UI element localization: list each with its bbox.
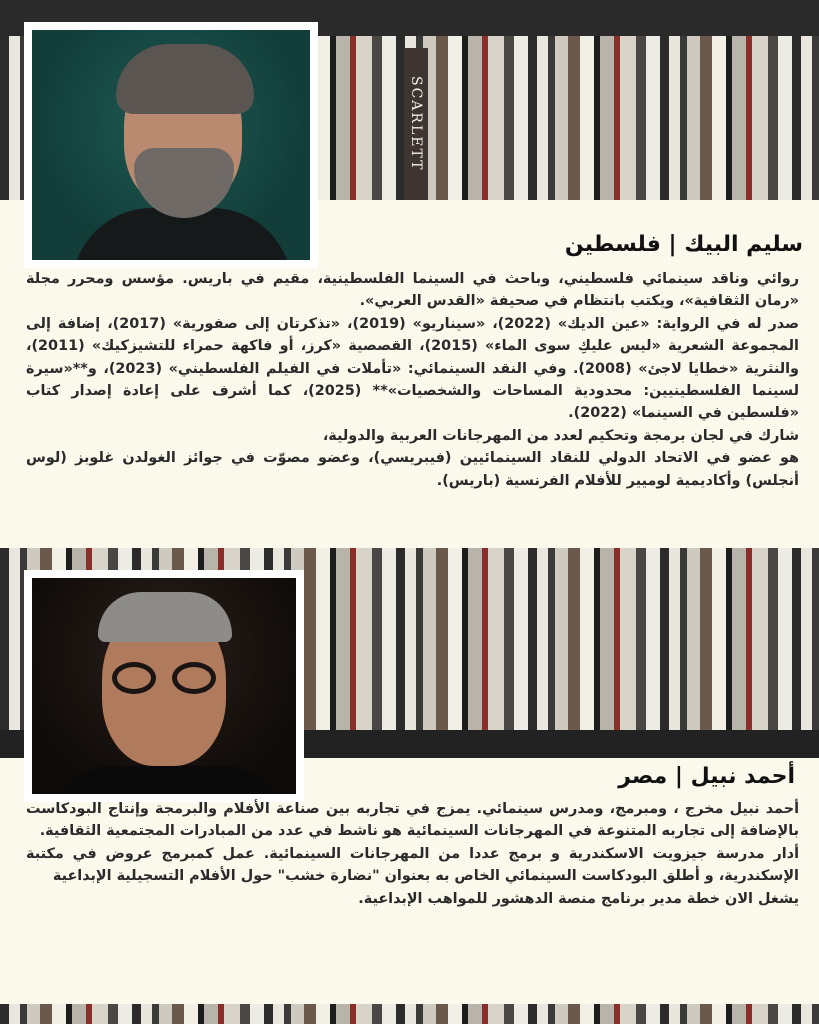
portrait-frame-2 — [24, 570, 304, 802]
person-2-name: أحمد نبيل | مصر — [618, 764, 795, 789]
person-1-bio-paragraph: صدر له في الرواية: «عين الديك» (2022)، «سيناريو» (2019)، «تذكرتان إلى صفورية» (2017)، إضافة إلى المجموعة الشعرية «ليس عليكِ سوى الماء» (2015)، القصصية «كرز، أو فاكهة حمراء للتشيزكيك» (2011)، والنثرية «خطايا لاجئ» (2008). وفي النقد السينمائي: «تأملات في الفيلم الفلسطيني» (2023)، و**«سيرة لسينما الفلسطينيين: محدودية المساحات والشخصيات»** (2025)، كما أشرف على إعادة إصدار كتاب «فلسطين في السينما» (2022). — [26, 315, 799, 422]
person-1-bio-paragraph: روائي وناقد سينمائي فلسطيني، وباحث في السينما الفلسطينية، مقيم في باريس. مؤسس ومحرر مجلة «رمان الثقافية»، ويكتب بانتظام في صحيفة «القدس العربي». — [26, 271, 799, 310]
person-1-bio-paragraph: شارك في لجان برمجة وتحكيم لعدد من المهرجانات العربية والدولية، — [322, 427, 799, 444]
portrait-photo-2 — [32, 578, 296, 794]
portrait-photo-1 — [32, 30, 310, 260]
book-spine-scarlett: SCARLETT — [404, 48, 428, 200]
person-2-bio — [26, 798, 799, 910]
person-1-bio — [26, 268, 799, 492]
person-1-bio-paragraph: هو عضو في الاتحاد الدولي للنقاد السينمائيين (فيبريسي)، وعضو مصوّت في جوائز الغولدن غلوبز (لوس أنجلس) وأكاديمية لوميير للأفلام الفرنسية (باريس). — [26, 450, 799, 489]
bookshelf-photo-bottom — [0, 1004, 819, 1024]
person-2-bio-paragraph: يشغل الان خطة مدير برنامج منصة الدهشور للمواهب الإبداعية. — [358, 890, 799, 907]
person-1-name: سليم البيك | فلسطين — [564, 232, 803, 257]
person-2-bio-paragraph: أدار مدرسة جيزويت الاسكندرية و برمج عددا من المهرجانات السينمائية. عمل كمبرمج عروض في مكتبة الإسكندرية، و أطلق البودكاست السينمائي الخاص به بعنوان "نضارة خشب" حول الأفلام التسجيلية الإبداعية — [26, 845, 799, 885]
portrait-frame-1 — [24, 22, 318, 268]
person-2-bio-paragraph: أحمد نبيل مخرج ، ومبرمج، ومدرس سينمائي. يمزج في تجاربه بين صناعة الأفلام والبرمجة وإنتاج البودكاست بالإضافة إلى تجاربه المتنوعة في المهرجانات السينمائية هو ناشط في عدد من المبادرات المجتمعية الثقافية. — [26, 801, 799, 840]
